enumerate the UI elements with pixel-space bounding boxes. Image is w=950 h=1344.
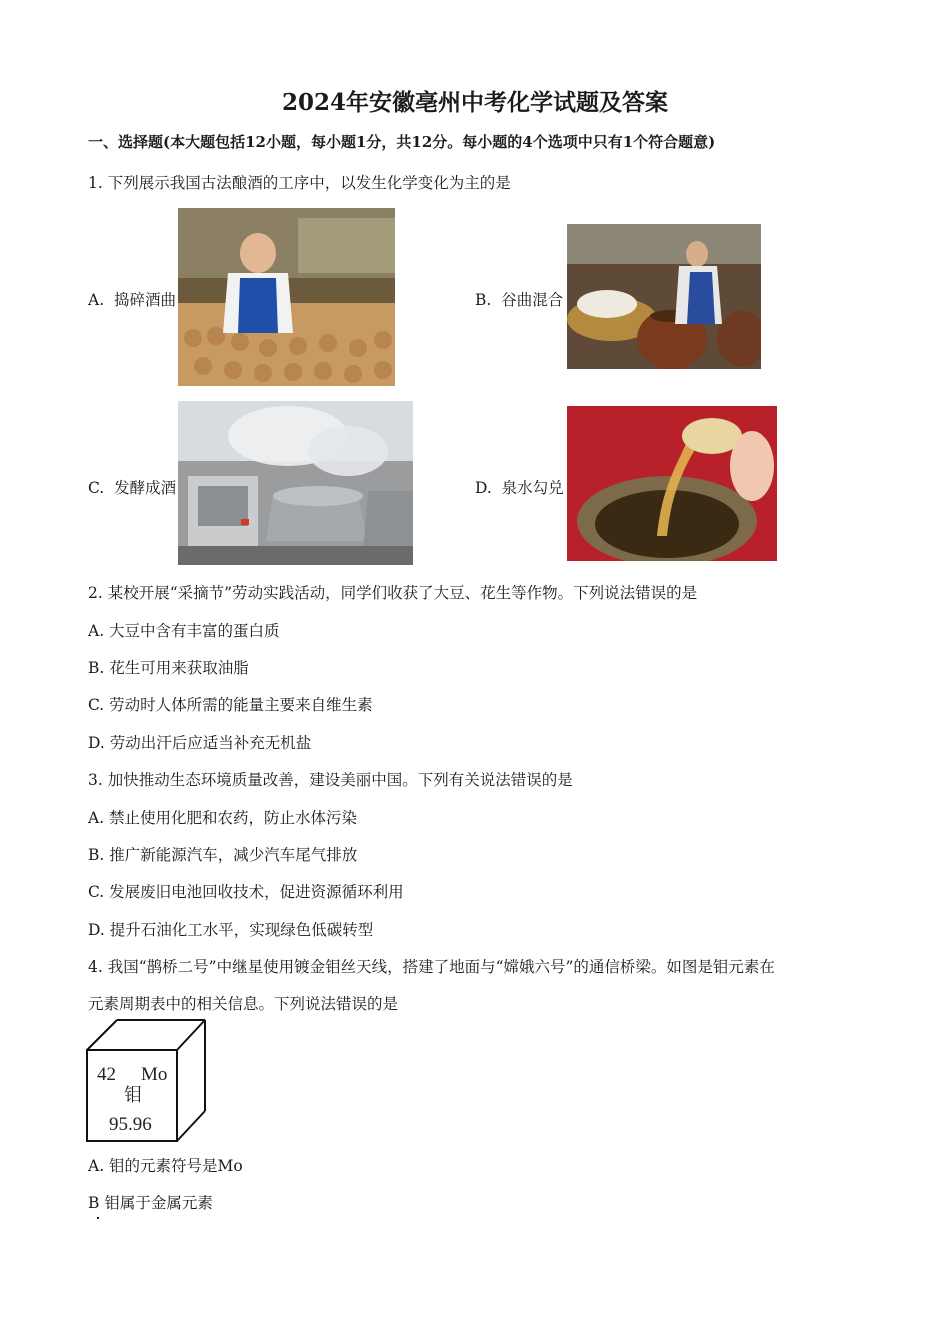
photo-blending: [567, 406, 777, 561]
q1-option-a[interactable]: [88, 288, 176, 310]
option-text: 泉水勾兑: [501, 479, 564, 497]
element-cell-molybdenum: [84, 1017, 208, 1145]
question-4-stem-line2: 元素周期表中的相关信息。下列说法错误的是: [88, 995, 399, 1013]
q1-option-b[interactable]: [475, 288, 563, 310]
q2-option-c[interactable]: C. 劳动时人体所需的能量主要来自维生素: [88, 696, 373, 714]
q3-option-b[interactable]: B. 推广新能源汽车，减少汽车尾气排放: [88, 846, 358, 864]
question-4-stem-line1: 4. 我国“鹊桥二号”中继星使用镀金钼丝天线，搭建了地面与“嫦娥六号”的通信桥梁。如图是钼元素在: [88, 958, 775, 976]
element-symbol: Mo: [141, 1064, 168, 1085]
q4-option-a[interactable]: A. 钼的元素符号是Mo: [88, 1157, 243, 1175]
option-letter: C.: [88, 479, 105, 497]
photo-crushing-yeast: [178, 208, 395, 386]
atomic-number: 42: [97, 1064, 116, 1085]
element-name: 钼: [124, 1085, 142, 1106]
question-1-stem: 1. 下列展示我国古法酿酒的工序中，以发生化学变化为主的是: [88, 174, 511, 192]
stray-dot: [97, 1217, 99, 1219]
option-text: 发酵成酒: [114, 479, 177, 497]
q4-option-b[interactable]: B 钼属于金属元素: [88, 1194, 213, 1212]
q2-option-b[interactable]: B. 花生可用来获取油脂: [88, 659, 249, 677]
question-2-stem: 2. 某校开展“采摘节”劳动实践活动，同学们收获了大豆、花生等作物。下列说法错误的是: [88, 584, 698, 602]
section-heading: 一、选择题(本大题包括12小题，每小题1分，共12分。每小题的4个选项中只有1个符合题意): [88, 133, 716, 151]
q3-option-c[interactable]: C. 发展废旧电池回收技术，促进资源循环利用: [88, 883, 404, 901]
option-letter: B.: [475, 291, 492, 309]
option-letter: A.: [88, 291, 105, 309]
q1-option-c[interactable]: [88, 476, 176, 498]
q3-option-d[interactable]: D. 提升石油化工水平，实现绿色低碳转型: [88, 921, 374, 939]
page-title: 2024年安徽亳州中考化学试题及答案: [281, 89, 668, 116]
option-text: 谷曲混合: [501, 291, 564, 309]
option-letter: D.: [475, 479, 492, 497]
photo-mixing-grain: [567, 224, 761, 369]
q3-option-a[interactable]: A. 禁止使用化肥和农药，防止水体污染: [88, 809, 358, 827]
option-text: 捣碎酒曲: [113, 291, 176, 309]
atomic-mass: 95.96: [109, 1114, 152, 1135]
photo-fermentation: [178, 401, 413, 565]
q2-option-a[interactable]: A. 大豆中含有丰富的蛋白质: [88, 622, 280, 640]
q2-option-d[interactable]: D. 劳动出汗后应适当补充无机盐: [88, 734, 312, 752]
question-3-stem: 3. 加快推动生态环境质量改善，建设美丽中国。下列有关说法错误的是: [88, 771, 573, 789]
q1-option-d[interactable]: [475, 476, 564, 498]
